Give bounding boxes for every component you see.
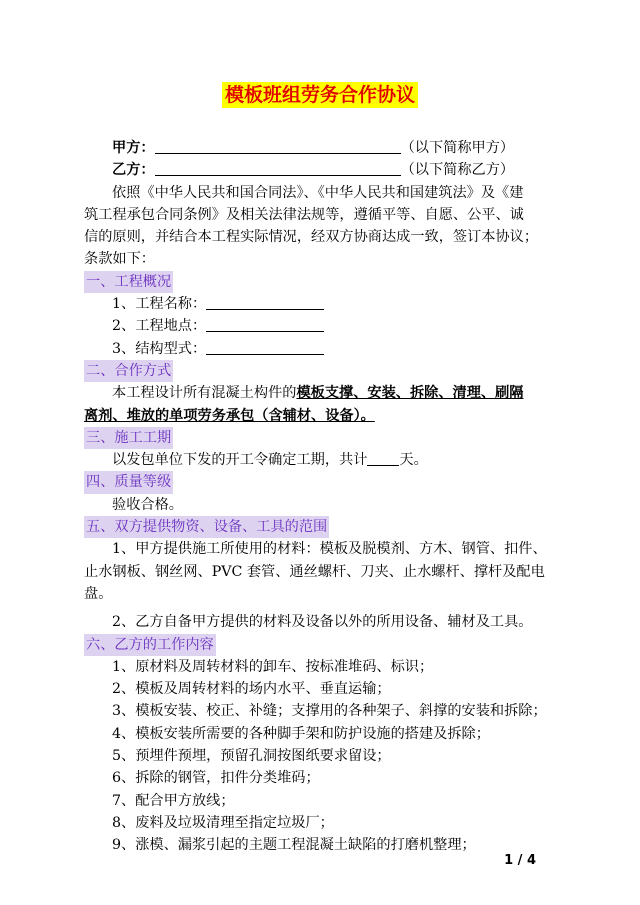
section-heading-1: 一、工程概况	[84, 271, 560, 293]
party-b-equipment-line: 2、乙方自备甲方提供的材料及设备以外的所用设备、辅材及工具。	[112, 614, 533, 631]
party-a-line	[84, 137, 560, 159]
work-item: 2、模板及周转材料的场内水平、垂直运输；	[112, 681, 391, 698]
project-name-line: 1、工程名称：	[84, 293, 560, 315]
work-item: 9、涨模、漏浆引起的主题工程混凝土缺陷的打磨机整理；	[112, 837, 476, 854]
intro-line: 筑工程承包合同条例》及相关法律法规等，遵循平等、自愿、公平、诚	[84, 206, 524, 223]
work-item: 5、预埋件预埋，预留孔洞按图纸要求留设；	[112, 748, 391, 765]
structure-type-line: 3、结构型式：	[84, 338, 560, 360]
party-a-label: 甲方：	[112, 140, 155, 156]
work-item: 7、配合甲方放线；	[112, 792, 235, 809]
work-item: 4、模板安装所需要的各种脚手架和防护设施的搭建及拆除；	[112, 725, 490, 742]
work-item: 6、拆除的钢管，扣件分类堆码；	[112, 770, 320, 787]
materials-line: 1、甲方提供施工所使用的材料：模板及脱模剂、方木、钢管、扣件、	[112, 541, 547, 558]
document-title-wrap	[0, 80, 640, 107]
party-b-label: 乙方：	[112, 162, 155, 179]
section-heading-6: 六、乙方的工作内容	[84, 634, 560, 656]
duration-line: 以发包单位下发的开工令确定工期，共计 天。	[112, 452, 428, 469]
materials-line: 止水钢板、钢丝网、PVC 套管、通丝螺杆、刀夹、止水螺杆、撑杆及配电	[84, 563, 545, 580]
work-item: 8、废料及垃圾清理至指定垃圾厂；	[112, 814, 334, 831]
party-b-blank	[155, 160, 401, 176]
intro-line: 条款如下：	[84, 251, 155, 268]
party-b-suffix: （以下简称乙方）	[400, 162, 515, 179]
page-number: 1 / 4	[504, 853, 536, 868]
party-b-line	[84, 159, 560, 181]
section-heading-5: 五、双方提供物资、设备、工具的范围	[84, 516, 560, 538]
section-heading-2: 二、合作方式	[84, 360, 560, 382]
work-item: 1、原材料及周转材料的卸车、按标准堆码、标识；	[112, 658, 434, 675]
project-location-blank	[206, 316, 324, 332]
document-body	[84, 137, 560, 857]
cooperation-line-1: 本工程设计所有混凝土构件的模板支撑、安装、拆除、清理、刷隔	[112, 385, 524, 402]
section-heading-3: 三、施工工期	[84, 427, 560, 449]
intro-line: 依照《中华人民共和国合同法》、《中华人民共和国建筑法》及《建	[112, 184, 524, 201]
project-location-line: 2、工程地点：	[84, 315, 560, 337]
intro-line: 信的原则，并结合本工程实际情况，经双方协商达成一致，签订本协议；	[84, 229, 539, 246]
section-heading-4: 四、质量等级	[84, 471, 560, 493]
party-a-suffix: （以下简称甲方）	[400, 140, 515, 156]
document-title: 模板班组劳务合作协议	[222, 82, 418, 108]
project-name-blank	[206, 294, 324, 310]
quality-line: 验收合格。	[112, 496, 183, 513]
structure-type-blank	[206, 339, 324, 355]
materials-line: 盘。	[84, 585, 113, 602]
duration-days-blank	[367, 450, 399, 466]
party-a-blank	[155, 138, 401, 154]
cooperation-line-2	[84, 405, 560, 427]
cooperation-scope-bold-cont: 离剂、堆放的单项劳务承包（含辅材、设备）。	[84, 407, 375, 424]
cooperation-scope-bold: 模板支撑、安装、拆除、清理、刷隔	[296, 385, 524, 402]
work-item: 3、模板安装、校正、补缝；支撑用的各种架子、斜撑的安装和拆除；	[112, 703, 547, 720]
